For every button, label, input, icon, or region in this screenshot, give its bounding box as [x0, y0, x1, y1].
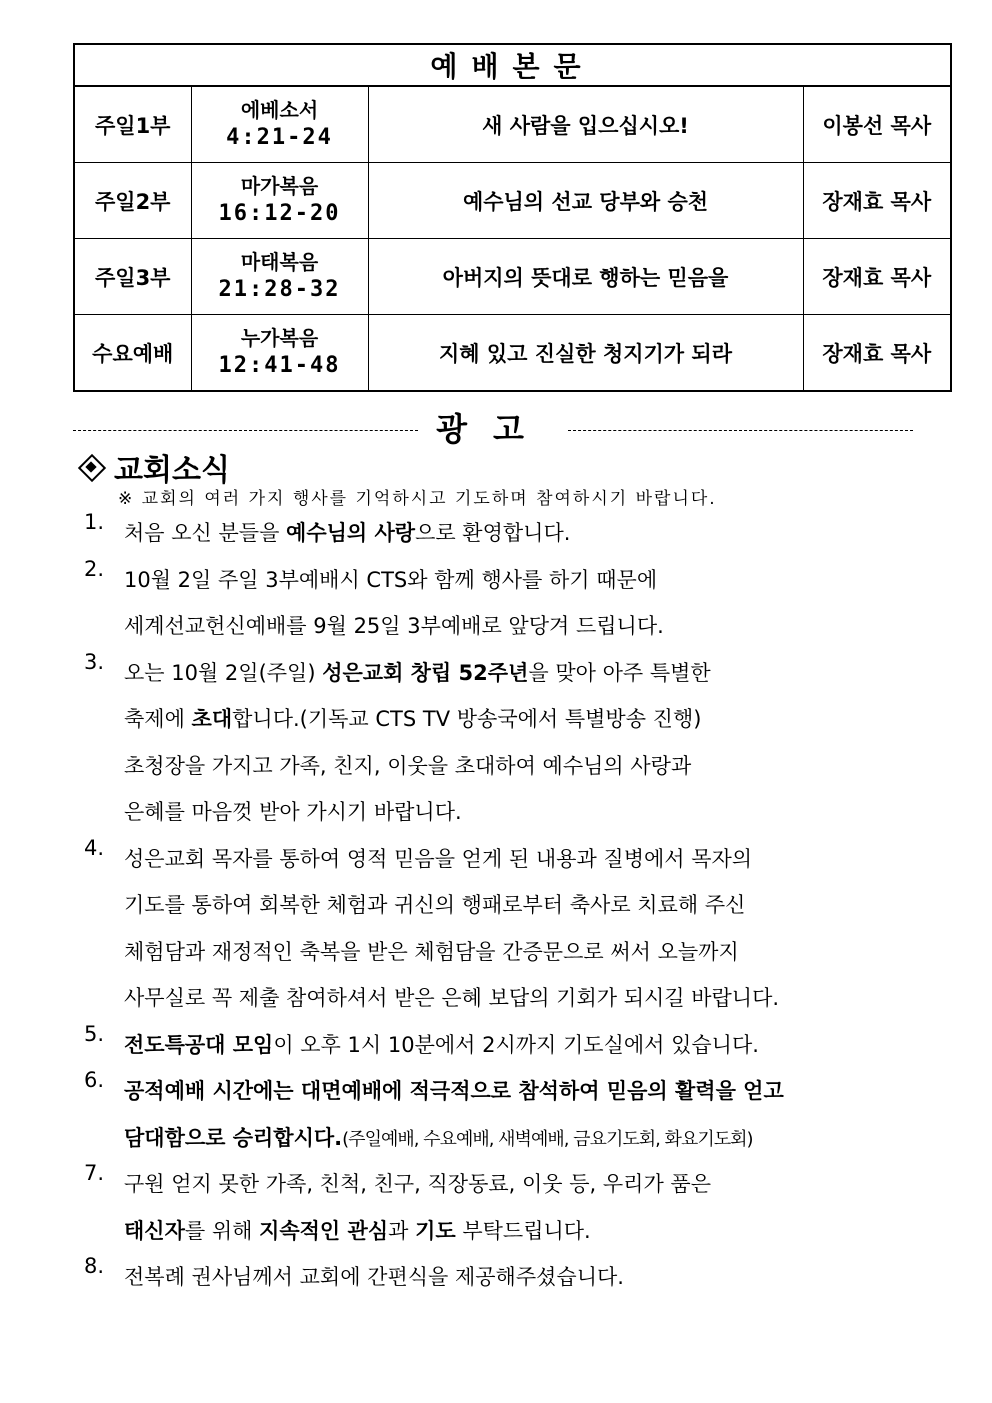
notice-line	[124, 510, 884, 557]
service-name: 수요예배	[74, 315, 191, 392]
diamond-bullet-icon	[78, 454, 104, 480]
list-item	[84, 557, 884, 650]
notice-line: 체험담과 재정적인 축복을 받은 체험담을 간증문으로 써서 오늘까지	[124, 939, 739, 964]
text: 를 위해	[184, 1218, 260, 1243]
notice-line: 전복례 권사님께서 교회에 간편식을 제공해주셨습니다.	[124, 1265, 624, 1289]
table-row	[74, 239, 951, 315]
item-number: 6.	[84, 1068, 105, 1092]
table-row	[74, 86, 951, 163]
scripture-reference	[191, 315, 368, 392]
item-number: 3.	[84, 649, 105, 674]
ads-section-heading	[73, 402, 913, 450]
notice-line: 은혜를 마음껏 받아 가시기 바랍니다.	[124, 800, 462, 824]
item-number: 4.	[84, 835, 105, 860]
bible-verse: 4:21-24	[226, 124, 333, 150]
ads-title: 광고	[436, 410, 550, 448]
scripture-reference	[191, 163, 368, 239]
service-list: (주일예배, 수요예배, 새벽예배, 금요기도회, 화요기도회)	[342, 1128, 753, 1150]
preacher: 장재효 목사	[803, 163, 951, 239]
table-row	[74, 315, 951, 392]
sermon-title: 지혜 있고 진실한 청지기가 되라	[368, 315, 803, 392]
emphasis: 지속적인 관심	[259, 1218, 389, 1243]
notice-line	[124, 650, 884, 697]
text: 처음 오신 분들을	[124, 521, 287, 545]
item-number: 1.	[84, 510, 105, 534]
service-name: 주일2부	[74, 163, 191, 239]
item-number: 2.	[84, 556, 105, 581]
emphasis: 공적예배 시간에는 대면예배에 적극적으로 참석하여 믿음의 활력을 얻고	[124, 1079, 784, 1103]
scripture-reference	[191, 239, 368, 315]
scripture-table-title: 예배본문	[74, 44, 951, 86]
dashed-divider	[73, 430, 418, 431]
emphasis: 성은교회 창립 52주년	[322, 660, 529, 685]
notice-line: 사무실로 꼭 제출 참여하셔서 받은 은혜 보답의 기회가 되시길 바랍니다.	[124, 986, 780, 1010]
scripture-table	[73, 43, 952, 392]
service-name: 주일3부	[74, 239, 191, 315]
bible-verse: 16:12-20	[218, 200, 341, 226]
church-news-heading	[78, 445, 230, 489]
dashed-divider	[568, 430, 913, 431]
church-news-title: 교회소식	[114, 453, 230, 488]
notice-line	[124, 696, 884, 743]
list-item	[84, 1068, 884, 1161]
preacher: 장재효 목사	[803, 315, 951, 392]
list-item	[84, 510, 884, 557]
bible-book: 누가복음	[240, 325, 319, 350]
preacher: 이봉선 목사	[803, 86, 951, 163]
scripture-reference	[191, 86, 368, 163]
emphasis: 기도	[415, 1218, 456, 1243]
notice-list	[84, 510, 884, 1301]
bible-verse: 12:41-48	[218, 352, 341, 378]
list-item	[84, 1022, 884, 1069]
list-item	[84, 1161, 884, 1254]
list-item	[84, 836, 884, 1022]
sermon-title: 예수님의 선교 당부와 승천	[368, 163, 803, 239]
text: 합니다.(기독교 CTS TV 방송국에서 특별방송 진행)	[232, 707, 702, 731]
emphasis: 예수님의 사랑	[286, 521, 416, 545]
text: 으로 환영합니다.	[415, 521, 571, 545]
notice-line: 초청장을 가지고 가족, 친지, 이웃을 초대하여 예수님의 사랑과	[124, 753, 692, 778]
item-number: 7.	[84, 1161, 105, 1185]
text: 축제에	[124, 707, 192, 731]
preacher: 장재효 목사	[803, 239, 951, 315]
service-name: 주일1부	[74, 86, 191, 163]
text: 이 오후 1시 10분에서 2시까지 기도실에서 있습니다.	[273, 1032, 759, 1057]
notice-line	[124, 1115, 884, 1162]
notice-line	[124, 1022, 884, 1069]
notice-line	[124, 1068, 884, 1115]
notice-line: 10월 2일 주일 3부예배시 CTS와 함께 행사를 하기 때문에	[124, 567, 658, 592]
list-item	[84, 1254, 884, 1301]
sermon-title: 아버지의 뜻대로 행하는 믿음을	[368, 239, 803, 315]
emphasis: 전도특공대 모임	[124, 1032, 274, 1057]
emphasis: 담대함으로 승리합시다.	[124, 1125, 343, 1150]
notice-line: 기도를 통하여 회복한 체험과 귀신의 행패로부터 축사로 치료해 주신	[124, 893, 746, 917]
table-row	[74, 163, 951, 239]
notice-line: 구원 얻지 못한 가족, 친척, 친구, 직장동료, 이웃 등, 우리가 품은	[124, 1172, 711, 1196]
text: 과	[388, 1218, 416, 1243]
emphasis: 태신자	[124, 1218, 185, 1243]
church-news-note: ※ 교회의 여러 가지 행사를 기억하시고 기도하며 참여하시기 바랍니다.	[118, 489, 717, 509]
bible-book: 에베소서	[240, 97, 319, 122]
sermon-title: 새 사람을 입으십시오!	[368, 86, 803, 163]
text: 오는 10월 2일(주일)	[124, 660, 323, 685]
bible-verse: 21:28-32	[218, 276, 341, 302]
item-number: 5.	[84, 1021, 105, 1046]
notice-line	[124, 1208, 884, 1255]
bible-book: 마태복음	[240, 249, 319, 274]
notice-line: 성은교회 목자를 통하여 영적 믿음을 얻게 된 내용과 질병에서 목자의	[124, 846, 753, 871]
emphasis: 초대	[191, 707, 233, 731]
bible-book: 마가복음	[240, 173, 319, 198]
text: 을 맞아 아주 특별한	[528, 660, 711, 685]
item-number: 8.	[84, 1254, 105, 1278]
text: 부탁드립니다.	[455, 1218, 591, 1243]
list-item	[84, 650, 884, 836]
notice-line: 세계선교헌신예배를 9월 25일 3부예배로 앞당겨 드립니다.	[124, 614, 664, 638]
